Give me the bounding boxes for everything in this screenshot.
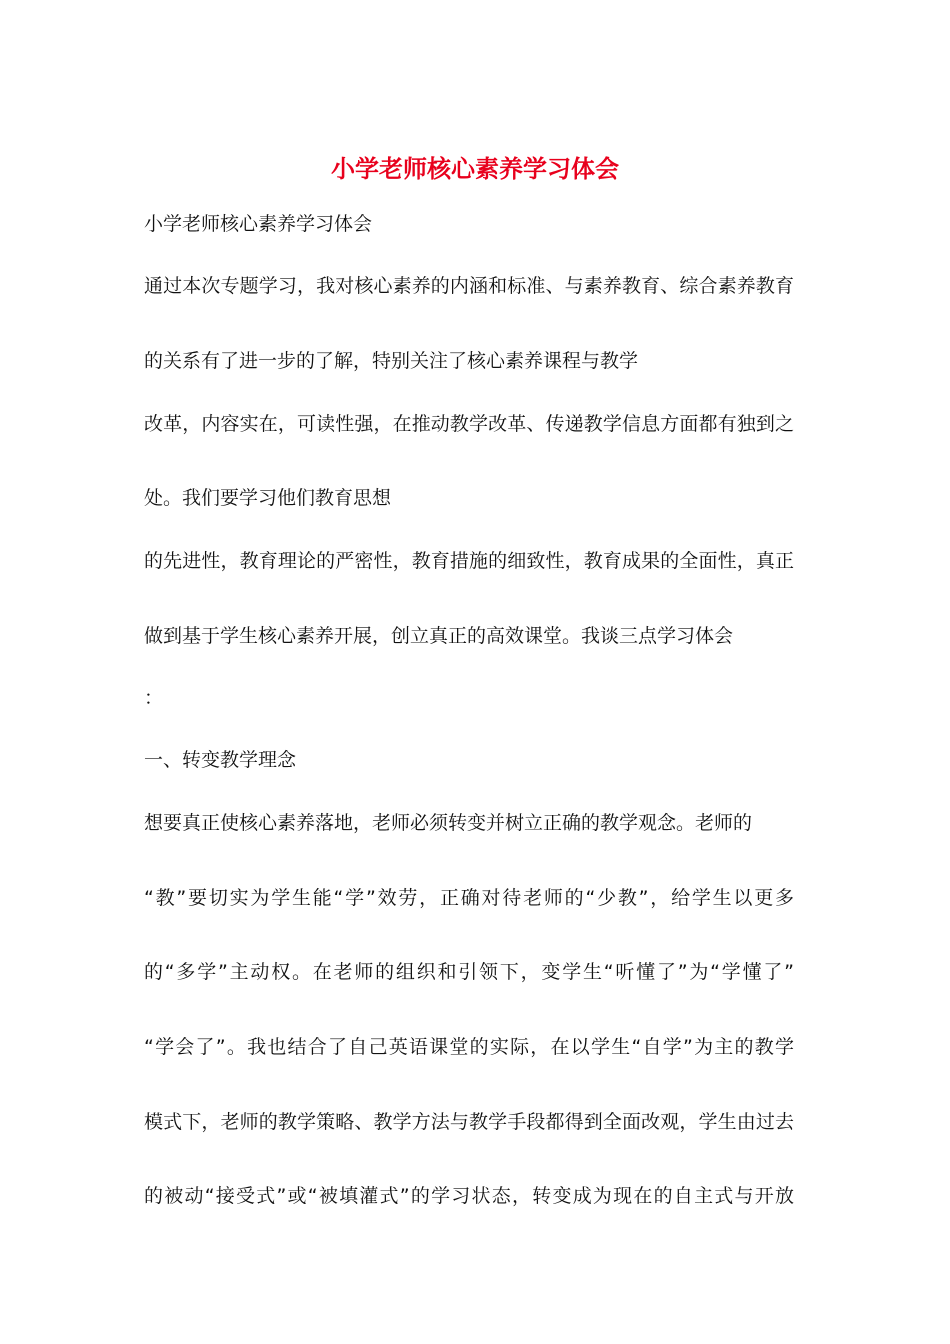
body-line: 改革，内容实在，可读性强，在推动教学改革、传递教学信息方面都有独到之 bbox=[144, 413, 794, 435]
body-line: 模式下，老师的教学策略、教学方法与教学手段都得到全面改观，学生由过去 bbox=[144, 1111, 794, 1133]
body-line: “教”要切实为学生能“学”效劳，正确对待老师的“少教”，给学生以更多 bbox=[144, 887, 794, 909]
body-line: 通过本次专题学习，我对核心素养的内涵和标准、与素养教育、综合素养教育 bbox=[144, 275, 794, 297]
body-line: 的“多学”主动权。在老师的组织和引领下，变学生“听懂了”为“学懂了” bbox=[144, 961, 794, 983]
body-line: 做到基于学生核心素养开展，创立真正的高效课堂。我谈三点学习体会 bbox=[144, 625, 734, 647]
section-heading: 一、转变教学理念 bbox=[144, 749, 297, 771]
body-line: 的关系有了进一步的了解，特别关注了核心素养课程与教学 bbox=[144, 350, 639, 372]
body-line: 的先进性，教育理论的严密性，教育措施的细致性，教育成果的全面性，真正 bbox=[144, 550, 794, 572]
subtitle-line: 小学老师核心素养学习体会 bbox=[144, 213, 373, 235]
body-line: 的被动“接受式”或“被填灌式”的学习状态，转变成为现在的自主式与开放 bbox=[144, 1185, 794, 1207]
document-title: 小学老师核心素养学习体会 bbox=[331, 154, 619, 183]
body-line: 处。我们要学习他们教育思想 bbox=[144, 487, 392, 509]
body-line: ： bbox=[144, 687, 164, 709]
body-line: “学会了”。我也结合了自己英语课堂的实际，在以学生“自学”为主的教学 bbox=[144, 1036, 794, 1058]
body-line: 想要真正使核心素养落地，老师必须转变并树立正确的教学观念。老师的 bbox=[144, 812, 753, 834]
